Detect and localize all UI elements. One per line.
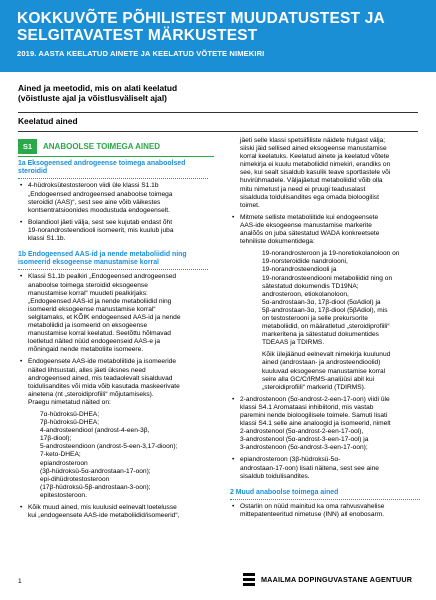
- text-line: klassi S4.1 selle aine analoogid ja isomeerid, nimelt: [240, 420, 391, 428]
- bullet-item: [230, 456, 420, 480]
- text-line: • Endogeensete AAS-ide metaboliitide ja isomeeride: [28, 358, 177, 366]
- organization-name: MAAILMA DOPINGUVASTANE AGENTUUR: [261, 575, 413, 584]
- text-line: 19-norsteroidide nandrolooni,: [262, 258, 348, 266]
- heading-line: 1b Endogeensed AAS-id ja nende metaboliidid ning: [18, 251, 187, 259]
- intro-line: (võistluste ajal ja võistlusväliselt ajal): [18, 93, 167, 103]
- text-line: see, kui sealt sisaldub kasulik teave sportlastele või: [240, 169, 391, 177]
- text-line: tehniliste dokumentidega:: [240, 238, 315, 246]
- heading-line: steroidid: [18, 168, 48, 176]
- text-line: anaboolse toimega steroidid eksogeense: [28, 281, 148, 289]
- text-line: korral keelatuks. Keelatud ainete ja keelatud võtete: [240, 153, 390, 161]
- subsection-heading-1a: [18, 160, 208, 179]
- text-line: epitestosteroon.: [40, 491, 87, 499]
- bullet-item: [18, 358, 208, 407]
- text-line: 3-androstenool (5α-androst-3-een-17-ool) ja: [240, 436, 369, 444]
- s1-divider: [18, 156, 214, 157]
- text-line: 19-norandrosteendiooni metaboliidid ning on: [262, 274, 393, 282]
- text-line: 3-androstenoon (5α-androst-3-een-17-oon);: [240, 444, 368, 452]
- paragraph: [230, 137, 420, 210]
- divider: [18, 131, 418, 132]
- bullet-item: [230, 214, 420, 246]
- text-line: klassi S4.1 Aromataasi inhibiitorid, mis vastab: [240, 403, 374, 411]
- text-line: (17β-hüdroksü-5β-androstaan-3-oon);: [40, 483, 151, 491]
- text-line: isomeerid eksogeense manustamise korral“: [28, 305, 156, 313]
- text-line: 7α-hüdroksü-DHEA;: [40, 410, 100, 418]
- text-line: 7β-hüdroksü-DHEA;: [40, 419, 100, 427]
- text-line: kui „endogeensete AAS-ide metaboliidid/isomeerid“,: [28, 512, 180, 520]
- bullet-item: [18, 273, 208, 354]
- heading-line: 1a Eksogeensed androgeense toimega anaboolsed: [18, 160, 186, 167]
- text-line: 2-androstenool (5α-androst-2-een-17-ool),: [240, 428, 364, 436]
- text-line: AAS-ide eksogeense manustamise markerite: [240, 221, 372, 229]
- text-line: näited lihtsustati, alles jäeti üksnes need: [28, 366, 146, 374]
- text-line: on testosterooni ja selle prekursorite: [262, 314, 368, 322]
- bullet-item: [18, 219, 208, 243]
- right-column: [230, 137, 420, 523]
- text-line: androsteroon, etiokolanoloon,: [262, 290, 349, 298]
- text-line: mitu nimetust ja need ei pruugi teadusalast: [240, 185, 366, 193]
- text-line: • Bolandiool jäeti välja, sest see kujutab endast õht: [28, 218, 173, 226]
- text-line: Kõik ülejäänud eelnevalt nimekirja kuulunud: [262, 351, 391, 359]
- text-line: kontsentratsioonides moodustuda endogeenselt.: [28, 206, 170, 214]
- bullet-item: [230, 396, 420, 453]
- text-line: seire alla GC/C/IRMS-analüüsi abil kui: [262, 375, 375, 383]
- text-line: 19-norandrosteendiooli ja: [262, 266, 337, 274]
- example-list: [230, 351, 420, 391]
- text-line: androstaan-17-oon) lisati näitena, sest see aine: [240, 464, 379, 472]
- text-line: 17β-diool);: [40, 435, 72, 443]
- text-line: siiski jäid sellised ained eksogeense manustamise: [240, 145, 387, 153]
- text-line: loetletud näited nüüd endogeenseid AAS-e ja: [28, 338, 160, 346]
- text-line: nimekirja ei kuulu metaboliidid nimekiri, erandiks on: [240, 161, 391, 169]
- text-line: analõõs on juba sätestatud WADA konkreetsete: [240, 230, 380, 238]
- text-line: Praegu nimetatud näited on:: [28, 398, 111, 406]
- subsection-heading-2: 2 Muud anaboolse toimega ained: [230, 489, 420, 500]
- text-line: epiandrosteroon: [40, 459, 88, 467]
- text-line: • Kõik muud ained, mis kuulusid eelnevalt loetelusse: [28, 504, 177, 511]
- divider: [18, 112, 418, 113]
- text-line: klassi S1.1b.: [28, 234, 66, 242]
- text-line: manustamise korral keelatud. Seetõttu hõlmavad: [28, 330, 171, 338]
- text-line: manustamise korral“ muudeti pealkirjaks:: [28, 289, 148, 297]
- heading-line: isomeerid eksogeense manustamise korral: [18, 259, 159, 267]
- left-column: [18, 160, 208, 524]
- text-line: kuuluvad eksogeense manustamise korral: [262, 367, 386, 375]
- text-line: 5α-androstaan-3α, 17β-diool (5αAdiol) ja: [262, 298, 381, 306]
- text-line: „Endogeensed androgeensed anaboolse toimega: [28, 190, 173, 198]
- text-line: sisalduda toidulisandites ega omada bioloogilist: [240, 193, 379, 201]
- title-line: KOKKUVÕTE PÕHILISTEST MUUDATUSTEST JA: [17, 10, 385, 27]
- text-line: 4-androsteendiool (androst-4-een-3β,: [40, 427, 150, 435]
- text-line: • Klassi S1.1b pealkiri „Endogeensed androgeensed: [28, 273, 177, 281]
- text-line: huvirühmadele. Väljajäetud metaboliidid võib olla: [240, 177, 383, 185]
- text-line: metaboliidid, on määratletud „steroidiprofiili“: [262, 323, 390, 331]
- text-line: • Mitmete selliste metaboliitide kui endogeensete: [240, 213, 379, 221]
- text-line: mittepatenteeritud nimetuse (INN) all enobosarm.: [240, 511, 385, 519]
- text-line: mõningaid nende metaboliite isomeere.: [28, 346, 144, 354]
- text-line: 5-androsteendioon (androst-5-een-3,17-dioon);: [40, 443, 178, 451]
- text-line: jäeti selle klassi spetsiifiliste näidete hulgast välja;: [240, 137, 386, 144]
- s1-title: ANABOOLSE TOIMEGA AINED: [43, 142, 161, 151]
- text-line: paremini nende bioloogilisele toimele. Samuti lisati: [240, 412, 388, 419]
- text-line: sisaldub toidulisandites.: [240, 472, 310, 480]
- section-label: Keelatud ained: [18, 116, 78, 126]
- document-subtitle: 2019. AASTA KEELATUD AINETE JA KEELATUD VÕTETE NIMEKIRI: [17, 49, 265, 58]
- text-line: ainetena (nt „steroidiprofiili“ mõjutamiseks).: [28, 390, 154, 398]
- page-number: 1: [18, 578, 22, 585]
- text-line: 19-norandrosteroon ja 19-noretiokolanoloon on: [262, 250, 400, 258]
- text-line: selgitamaks, et KÕIK endogeensed AAS-id ja nende: [28, 313, 181, 321]
- text-line: (3β-hüdroksü-5α-androstaan-17-oon);: [40, 467, 151, 475]
- header-banner: [0, 0, 436, 72]
- text-line: epi-dihüdrotestosteroon: [40, 475, 110, 483]
- text-line: metaboliidid ja isomeerid on eksogeense: [28, 322, 148, 330]
- text-line: • epiandrosteroon (3β-hüdroksü-5α-: [240, 456, 341, 464]
- text-line: toimet.: [240, 201, 260, 209]
- wada-logo-icon: [243, 573, 255, 587]
- text-line: toidulisandites või mida võib kasutada maskeerivate: [28, 382, 180, 390]
- example-list: [18, 411, 208, 500]
- text-line: steroidid (AAS)“, sest see aine võib väikestes: [28, 198, 161, 206]
- text-line: androgeensed ained, mis teadaolevalt sisalduvad: [28, 374, 173, 382]
- text-line: 19-norandrosteendiooli isomeerit, mis kuulub juba: [28, 226, 174, 234]
- text-line: 7-keto-DHEA;: [40, 451, 81, 459]
- intro-heading: [18, 83, 278, 103]
- text-line: • 2-androstenoon (5α-androst-2-een-17-oon) viidi ûle: [240, 395, 390, 403]
- title-line: SELGITAVATEST MÄRKUSTEST: [17, 27, 258, 44]
- text-line: 5β-androstaan-3α, 17β-diool (5βAdiol), mis: [262, 306, 388, 314]
- text-line: sätestatud dokumendis TD19NA;: [262, 282, 359, 290]
- text-line: TDEAAS ja TDIRMS.: [262, 339, 325, 347]
- text-line: • Ostarlin on nüüd mainitud ka oma rahvusvahelise: [240, 502, 385, 510]
- bullet-item: [230, 503, 420, 519]
- bullet-item: [18, 182, 208, 214]
- text-line: „steroidiprofiili“ markerid (TDIRMS).: [262, 383, 366, 391]
- text-line: • 4-hüdroksütestosteroon viidi ûle klassi S1.1b: [28, 182, 159, 190]
- subsection-heading-1b: [18, 251, 208, 270]
- text-line: ained (androstaan- ja androsteendioolid): [262, 359, 381, 367]
- s1-badge: S1: [18, 139, 37, 154]
- document-title: [17, 10, 419, 44]
- text-line: „Endogeensed AAS-id ja nende metaboliidid ning: [28, 297, 172, 305]
- text-line: markeritena ja sätestatud dokumentides: [262, 331, 379, 339]
- example-list: [230, 250, 420, 347]
- intro-line: Ained ja meetodid, mis on alati keelatud: [18, 83, 178, 93]
- bullet-item: [18, 504, 208, 520]
